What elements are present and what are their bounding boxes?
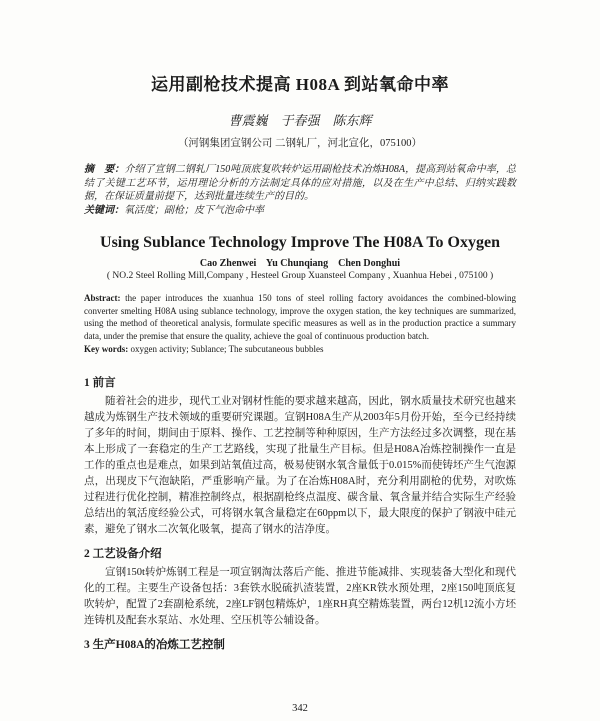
section-3-heading: 3 生产H08A的冶炼工艺控制	[84, 638, 225, 651]
paper-title-zh: 运用副枪技术提高 H08A 到站氧命中率	[150, 75, 450, 94]
authors-zh: 曹震巍 于春强 陈东辉	[228, 113, 372, 128]
section-1-paragraph: 随着社会的进步，现代工业对钢材性能的要求越来越高，因此，钢水质量技术研究也越来越成为炼钢生产技术领域的重要研究课题。宣钢H08A生产从2003年5月份开始，至今已经持续了多年的时间，期间由于原料、操作、工艺控制等种种原因，生产方法经过多次调整，现在基本上形成了一套稳定的生产工艺路线，实现了批量生产目标。但是H08A冶炼控制操作一直是工作的重点也是难点，如果到站氧值过高，极易使钢水氧含量低于0.015%而使铸坯产生气泡源点，出现皮下气泡缺陷，严重影响产量。为了在冶炼H08A时，充分利用副枪的优势，对吹炼过程进行优化控制，精准控制终点，根据副枪终点温度、碳含量、氧含量并结合实际生产经验总结出的氧活度经验公式，可将钢水氧含量稳定在60ppm以下，最大限度的保护了钢液中硅元素，避免了钢水二次氧化吸氧，提高了钢水的洁净度。	[84, 395, 516, 535]
keywords-zh	[84, 204, 516, 218]
page-number: 342	[292, 703, 308, 714]
abstract-en-text: the paper introduces the xuanhua 150 tons of steel rolling factory avoidances the combined-blowing converter smelting H08A using sublance technology, improve the oxygen station, the key techniques are summarized, using the method of theoretical analysis, formulate specific measures as well as in the production practice a summary data, under the premise that ensure the quality, achieve the goal of continuous production batch.	[84, 293, 516, 341]
abstract-en-label: Abstract:	[84, 293, 121, 303]
keywords-zh-label: 关键词：	[84, 204, 124, 216]
abstract-zh-label: 摘 要：	[84, 164, 125, 175]
section-2-heading: 2 工艺设备介绍	[84, 547, 162, 560]
authors-en: Cao Zhenwei Yu Chunqiang Chen Donghui	[199, 258, 401, 269]
section-1-heading: 1 前言	[84, 376, 116, 389]
abstract-zh-text: 介绍了宣钢二钢轧厂150吨顶底复吹转炉运用副枪技术冶炼H08A，提高到站氧命中率，总结了关键工艺环节，运用理论分析的方法制定具体的应对措施，以及在生产中总结、归纳实践数据，在保证质量前提下，达到批量连续生产的目的。	[84, 164, 516, 202]
keywords-en	[84, 343, 516, 356]
keywords-en-label: Key words:	[84, 344, 129, 354]
keywords-en-text: oxygen activity; Sublance; The subcutaneous bubbles	[128, 344, 324, 354]
affiliation-en: ( NO.2 Steel Rolling Mill,Company , Hesteel Group Xuansteel Company , Xuanhua Hebei , 075100 )	[106, 271, 494, 281]
affiliation-zh: （河钢集团宣钢公司 二钢轧厂，河北宣化，075100）	[177, 138, 423, 149]
paper-title-en: Using Sublance Technology Improve The H08A To Oxygen	[100, 234, 500, 251]
abstract-zh	[84, 163, 516, 204]
keywords-zh-text: 氧活度；副枪；皮下气泡命中率	[124, 204, 264, 216]
paper-content	[84, 0, 516, 652]
abstract-en	[84, 292, 516, 342]
section-2-paragraph: 宣钢150t转炉炼钢工程是一项宣钢淘汰落后产能、推进节能减排、实现装备大型化和现代化的工程。主要生产设备包括：3套铁水脱硫扒渣装置，2座KR铁水预处理，2座150吨顶底复吹转炉，配置了2套副枪系统，2座LF钢包精炼炉，1座RH真空精炼装置，两台12机12流小方坯连铸机及配套水泵站、水处理、空压机等公辅设备。	[84, 566, 516, 626]
